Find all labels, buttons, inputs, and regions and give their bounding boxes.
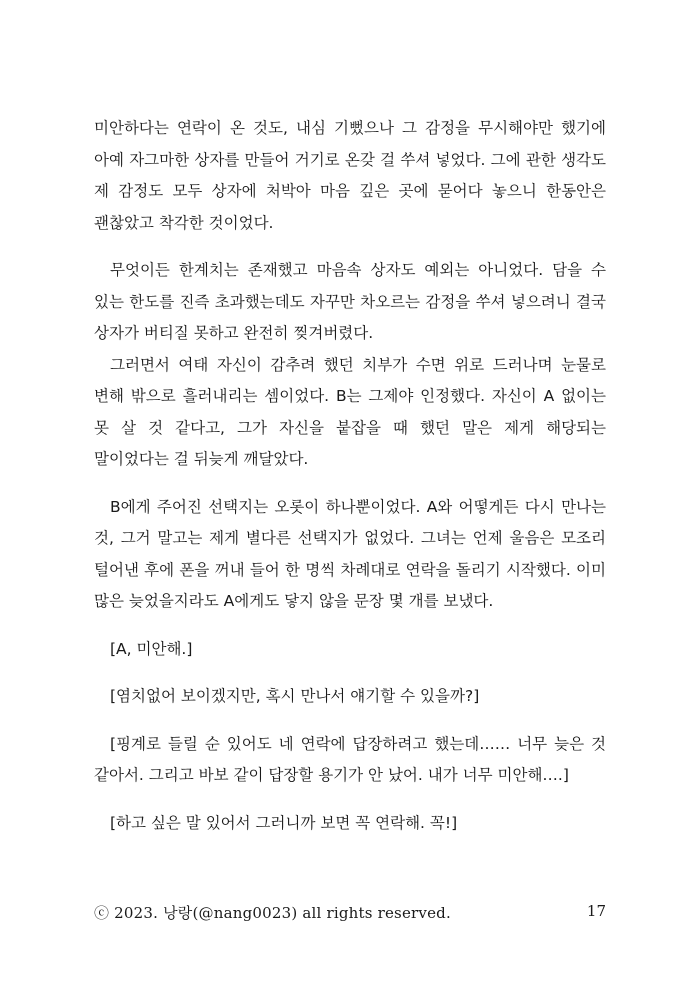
paragraph-2: 무엇이든 한계치는 존재했고 마음속 상자도 예외는 아니었다. 담을 수 있는 한도를 진즉 초과했는데도 자꾸만 차오르는 감정을 쑤셔 넣으려니 결국 상자가 버티질 못하고 완전히 찢겨버렸다. <box>94 261 606 342</box>
paragraph-gap <box>94 239 606 255</box>
message-2: [염치없어 보이겠지만, 혹시 만나서 얘기할 수 있을까?] <box>110 687 480 705</box>
body-text <box>94 113 606 839</box>
copyright-notice: ⓒ 2023. 낭랑(@nang0023) all rights reserved. <box>94 904 451 922</box>
message-1: [A, 미안해.] <box>110 639 193 658</box>
page-number: 17 <box>586 902 606 920</box>
page-footer <box>94 902 606 926</box>
paragraph-gap <box>94 713 606 729</box>
paragraph-3: 그러면서 여태 자신이 감추려 했던 치부가 수면 위로 드러나며 눈물로 변해 밖으로 흘러내리는 셈이었다. B는 그제야 인정했다. 자신이 A 없이는 못 살 것 같다고, 그가 자신을 붙잡을 때 했던 말은 제게 해당되는 말이었다는 걸 뒤늦게 깨달았다. <box>94 355 606 468</box>
paragraph-gap <box>94 618 606 634</box>
message-3: [핑계로 들릴 순 있어도 네 연락에 답장하려고 했는데…… 너무 늦은 것 같아서. 그리고 바보 같이 답장할 용기가 안 났어. 내가 너무 미안해….] <box>94 734 606 784</box>
paragraph-1: 미안하다는 연락이 온 것도, 내심 기뻤으나 그 감정을 무시해야만 했기에 아예 자그마한 상자를 만들어 거기로 온갖 걸 쑤셔 넣었다. 그에 관한 생각도 제 감정도 모두 상자에 처박아 마음 깊은 곳에 묻어다 놓으니 한동안은 괜찮았고 착각한 것이었다. <box>94 119 606 232</box>
paragraph-gap <box>94 792 606 808</box>
paragraph-gap <box>94 665 606 681</box>
message-4: [하고 싶은 말 있어서 그러니까 보면 꼭 연락해. 꼭!] <box>110 813 458 832</box>
paragraph-gap <box>94 476 606 492</box>
paragraph-4: B에게 주어진 선택지는 오롯이 하나뿐이었다. A와 어떻게든 다시 만나는 것, 그거 말고는 제게 별다른 선택지가 없었다. 그녀는 언제 울음은 모조리 털어낸 후에 폰을 꺼내 들어 한 명씩 차례대로 연락을 돌리기 시작했다. 이미 많은 늦었을지라도 A에게도 닿지 않을 문장 몇 개를 보냈다. <box>94 497 606 610</box>
